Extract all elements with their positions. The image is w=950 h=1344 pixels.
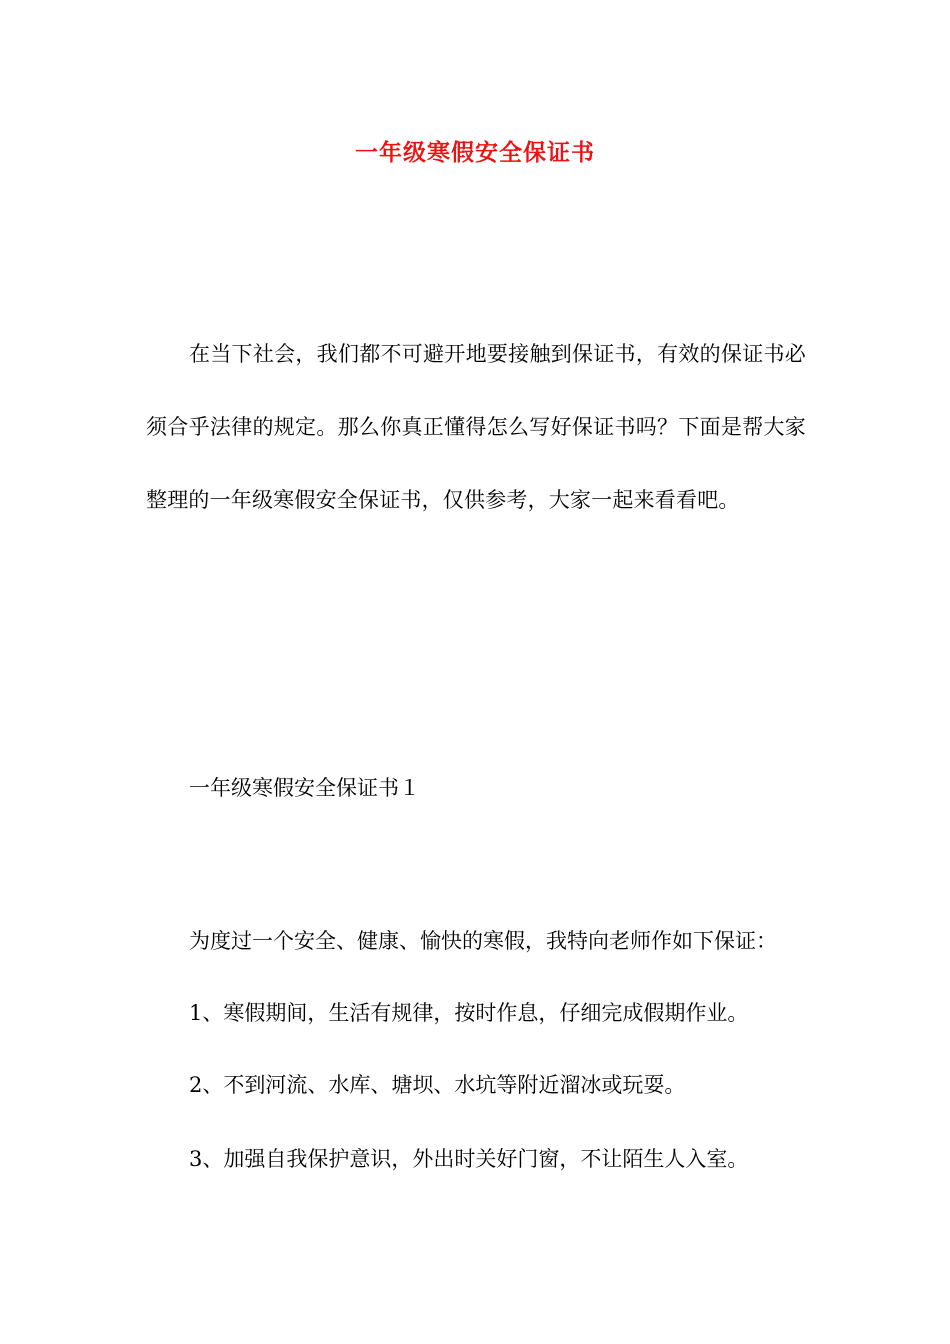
list-item: 1、寒假期间，生活有规律，按时作息，仔细完成假期作业。 xyxy=(189,1001,749,1025)
section-heading: 一年级寒假安全保证书１ xyxy=(189,776,420,800)
list-item: 2、不到河流、水库、塘坝、水坑等附近溜冰或玩耍。 xyxy=(189,1073,686,1097)
document-title: 一年级寒假安全保证书 xyxy=(355,139,595,166)
intro-paragraph: 在当下社会，我们都不可避开地要接触到保证书，有效的保证书必须合乎法律的规定。那么你真正懂得怎么写好保证书吗？下面是帮大家整理的一年级寒假安全保证书，仅供参考，大家一起来看看吧。 xyxy=(146,342,806,512)
list-item: 3、加强自我保护意识，外出时关好门窗，不让陌生人入室。 xyxy=(189,1147,749,1171)
lead-paragraph: 为度过一个安全、健康、愉快的寒假，我特向老师作如下保证： xyxy=(189,929,777,953)
